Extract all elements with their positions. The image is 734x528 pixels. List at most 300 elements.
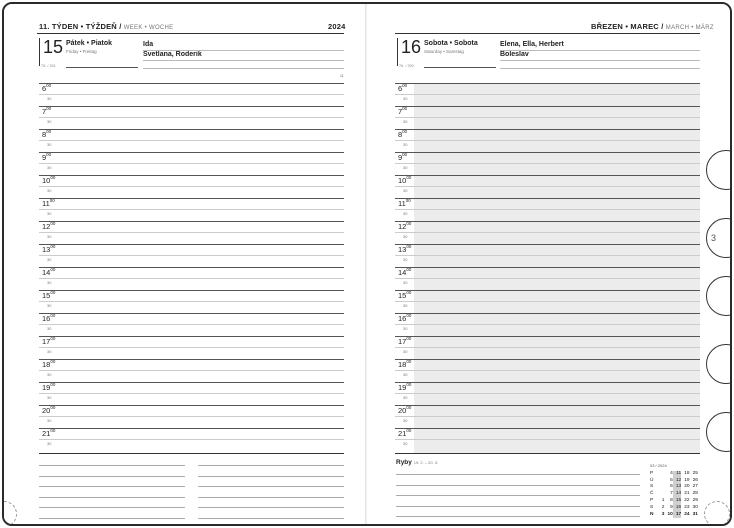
hour-number: 17 xyxy=(398,337,407,346)
hour-minutes: 00 xyxy=(46,106,52,111)
half-hour-rule xyxy=(39,232,344,233)
half-hour-label: 30 xyxy=(47,234,52,239)
hour-rule xyxy=(395,405,700,406)
hour-minutes: 00 xyxy=(402,106,408,111)
hour-number: 14 xyxy=(398,268,407,277)
hour-minutes: 00 xyxy=(50,428,56,433)
note-line xyxy=(198,518,344,519)
hour-minutes: 00 xyxy=(406,405,412,410)
day-block-rule xyxy=(39,38,40,66)
hour-label xyxy=(398,314,411,323)
hour-row[interactable] xyxy=(39,405,344,428)
note-line xyxy=(39,476,185,477)
note-line xyxy=(39,507,185,508)
hour-label xyxy=(42,268,55,277)
hour-number: 10 xyxy=(398,176,407,185)
hour-number: 7 xyxy=(398,107,403,116)
hour-row[interactable] xyxy=(395,198,700,221)
half-hour-label: 30 xyxy=(47,119,52,124)
calendar-day: 27 xyxy=(692,484,698,490)
hour-number: 7 xyxy=(42,107,47,116)
hour-number: 12 xyxy=(398,222,407,231)
note-line xyxy=(39,465,185,466)
calendar-day: 12 xyxy=(673,478,681,485)
half-hour-label: 30 xyxy=(403,372,408,377)
hour-rule xyxy=(39,152,344,153)
weekday-letter: S xyxy=(650,484,654,490)
half-hour-rule xyxy=(395,278,700,279)
calendar-day: 15 xyxy=(673,498,681,505)
hour-rule xyxy=(39,405,344,406)
hour-row[interactable] xyxy=(395,290,700,313)
hour-rule xyxy=(39,221,344,222)
hour-label xyxy=(42,84,51,93)
hour-rule xyxy=(39,83,344,84)
half-hour-label: 30 xyxy=(47,418,52,423)
hour-minutes: 00 xyxy=(402,152,408,157)
month-tab-current[interactable] xyxy=(706,218,732,258)
note-line xyxy=(396,485,640,486)
half-hour-label: 30 xyxy=(403,395,408,400)
hour-grid-right[interactable] xyxy=(395,83,700,451)
calendar-day xyxy=(656,471,664,478)
hour-row[interactable] xyxy=(39,244,344,267)
hour-row[interactable] xyxy=(39,290,344,313)
month-tab[interactable] xyxy=(706,276,732,316)
note-line xyxy=(396,506,640,507)
hour-rule xyxy=(39,244,344,245)
hour-number: 8 xyxy=(42,130,47,139)
hour-number: 9 xyxy=(42,153,47,162)
half-hour-rule xyxy=(395,393,700,394)
half-hour-label: 30 xyxy=(47,257,52,262)
hour-label xyxy=(398,153,407,162)
hour-number: 13 xyxy=(398,245,407,254)
hour-label xyxy=(398,84,407,93)
hour-rule xyxy=(39,198,344,199)
hour-minutes: 00 xyxy=(46,152,52,157)
day-block-rule xyxy=(397,38,398,66)
calendar-day: 4 xyxy=(670,470,673,476)
mini-calendar-row xyxy=(650,471,698,478)
hour-label xyxy=(42,383,55,392)
half-hour-label: 30 xyxy=(403,119,408,124)
half-hour-rule xyxy=(39,117,344,118)
name-day-list: Elena, Ella, Herbert Boleslav xyxy=(500,41,564,58)
corner-perforation xyxy=(2,501,17,526)
half-hour-label: 30 xyxy=(403,441,408,446)
hour-minutes: 00 xyxy=(406,244,412,249)
hour-number: 13 xyxy=(42,245,51,254)
hour-number: 11 xyxy=(42,199,50,208)
half-hour-label: 30 xyxy=(403,418,408,423)
day-index: 76. / 290 xyxy=(399,64,414,68)
hour-label xyxy=(398,360,411,369)
week-header: 11. TÝDEN • TÝŽDEŇ / WEEK • WOCHE xyxy=(39,22,174,31)
note-line xyxy=(198,507,344,508)
day-name-sub: Saturday • Samstag xyxy=(424,49,464,54)
half-hour-rule xyxy=(395,416,700,417)
hour-minutes: 00 xyxy=(50,359,56,364)
half-hour-label: 30 xyxy=(403,234,408,239)
hour-row[interactable] xyxy=(395,267,700,290)
hour-number: 6 xyxy=(398,84,403,93)
hour-label xyxy=(42,291,55,300)
hour-rule xyxy=(395,83,700,84)
hour-row[interactable] xyxy=(39,336,344,359)
weekday-letter: Č xyxy=(650,491,654,497)
calendar-day: 13 xyxy=(673,484,681,491)
calendar-day: 20 xyxy=(684,484,690,490)
hour-minutes: 00 xyxy=(46,129,52,134)
half-hour-rule xyxy=(395,163,700,164)
half-hour-rule xyxy=(39,370,344,371)
calendar-day: 1 xyxy=(661,497,665,503)
hour-row[interactable] xyxy=(39,382,344,405)
hour-row[interactable] xyxy=(39,152,344,175)
hour-rule xyxy=(395,152,700,153)
month-tab[interactable] xyxy=(706,412,732,452)
half-hour-label: 30 xyxy=(403,96,408,101)
half-hour-rule xyxy=(395,439,700,440)
hour-row[interactable] xyxy=(395,152,700,175)
hour-grid-left[interactable] xyxy=(39,83,344,451)
hour-rule xyxy=(395,129,700,130)
hour-row[interactable] xyxy=(39,359,344,382)
note-line xyxy=(198,486,344,487)
half-hour-rule xyxy=(39,347,344,348)
hour-label xyxy=(398,337,411,346)
calendar-day: 2 xyxy=(661,504,665,510)
half-hour-rule xyxy=(39,393,344,394)
hour-row[interactable] xyxy=(395,129,700,152)
calendar-day: 29 xyxy=(692,497,698,503)
hour-minutes: 00 xyxy=(406,175,412,180)
hour-label xyxy=(398,268,411,277)
hour-rule xyxy=(39,290,344,291)
calendar-day xyxy=(656,484,664,491)
half-hour-label: 30 xyxy=(403,257,408,262)
half-hour-label: 30 xyxy=(47,280,52,285)
half-hour-rule xyxy=(395,324,700,325)
hour-label xyxy=(42,429,55,438)
hour-number: 6 xyxy=(42,84,47,93)
hour-rule xyxy=(395,106,700,107)
hour-number: 19 xyxy=(398,383,407,392)
name-line xyxy=(500,60,700,61)
half-hour-label: 30 xyxy=(47,165,52,170)
half-hour-label: 30 xyxy=(47,372,52,377)
calendar-day: 9 xyxy=(670,504,673,510)
half-hour-label: 30 xyxy=(47,188,52,193)
half-hour-rule xyxy=(39,163,344,164)
calendar-day: 5 xyxy=(670,477,673,483)
left-page xyxy=(4,4,367,524)
half-hour-label: 30 xyxy=(403,211,408,216)
half-hour-rule xyxy=(395,209,700,210)
name-line xyxy=(143,60,344,61)
mini-calendar-row xyxy=(650,491,698,498)
hour-label xyxy=(42,222,55,231)
hour-number: 17 xyxy=(42,337,51,346)
hour-minutes: 00 xyxy=(406,267,412,272)
half-hour-label: 30 xyxy=(47,441,52,446)
hour-number: 12 xyxy=(42,222,51,231)
hour-minutes: 00 xyxy=(50,221,56,226)
month-tab[interactable] xyxy=(706,344,732,384)
half-hour-label: 30 xyxy=(403,142,408,147)
calendar-day: 26 xyxy=(692,477,698,483)
day-number: 15 xyxy=(43,37,64,57)
hour-minutes: 00 xyxy=(50,382,56,387)
hour-minutes: 00 xyxy=(50,405,56,410)
half-hour-rule xyxy=(395,94,700,95)
hour-rule xyxy=(395,359,700,360)
calendar-day: 31 xyxy=(692,511,698,517)
calendar-day: 3 xyxy=(661,511,665,517)
hour-row[interactable] xyxy=(39,267,344,290)
hour-label xyxy=(398,107,407,116)
half-hour-label: 30 xyxy=(403,165,408,170)
calendar-day: 24 xyxy=(684,511,690,517)
hour-rule xyxy=(395,313,700,314)
mini-calendar-grid xyxy=(650,471,698,519)
hour-row[interactable] xyxy=(395,336,700,359)
calendar-day: 25 xyxy=(692,470,698,476)
hour-number: 18 xyxy=(398,360,407,369)
hour-label xyxy=(42,153,51,162)
half-hour-label: 30 xyxy=(47,211,52,216)
half-hour-label: 30 xyxy=(403,280,408,285)
hour-label xyxy=(398,176,411,185)
hour-number: 14 xyxy=(42,268,51,277)
note-line xyxy=(39,518,185,519)
calendar-day: 16 xyxy=(673,505,681,512)
hour-number: 15 xyxy=(398,291,407,300)
hour-minutes: 00 xyxy=(50,313,56,318)
hour-label xyxy=(42,130,51,139)
calendar-day xyxy=(656,491,664,498)
day-underline xyxy=(66,67,138,68)
hour-row[interactable] xyxy=(39,83,344,106)
hour-row[interactable] xyxy=(39,198,344,221)
corner-perforation xyxy=(704,501,730,526)
hour-rule xyxy=(39,359,344,360)
hour-rule xyxy=(39,336,344,337)
hour-rule xyxy=(395,290,700,291)
weekday-letter: Ú xyxy=(650,477,654,483)
hour-minutes: 00 xyxy=(50,290,56,295)
hour-row[interactable] xyxy=(395,313,700,336)
header-rule xyxy=(37,33,344,34)
weekday-letter: N xyxy=(650,511,654,517)
hour-label xyxy=(398,199,411,208)
month-tab-number: 3 xyxy=(711,233,717,243)
calendar-day: 8 xyxy=(670,497,673,503)
weekday-letter: P xyxy=(650,497,654,503)
hour-rule xyxy=(395,198,700,199)
hours-end-rule xyxy=(39,453,344,454)
hour-number: 20 xyxy=(398,406,407,415)
half-hour-rule xyxy=(395,232,700,233)
hour-minutes: 00 xyxy=(46,83,52,88)
hours-end-rule xyxy=(395,453,700,454)
hour-row[interactable] xyxy=(39,221,344,244)
hour-minutes: 00 xyxy=(50,267,56,272)
half-hour-rule xyxy=(39,255,344,256)
hour-label xyxy=(42,360,55,369)
right-page xyxy=(367,4,730,524)
half-hour-label: 30 xyxy=(47,326,52,331)
hour-rule xyxy=(395,267,700,268)
hour-minutes: 00 xyxy=(406,221,412,226)
hour-label xyxy=(398,245,411,254)
hour-row[interactable] xyxy=(395,83,700,106)
month-header: BŘEZEN • MAREC / MARCH • MÄRZ xyxy=(591,22,714,31)
hour-rule xyxy=(395,382,700,383)
weekday-letter: P xyxy=(650,470,654,476)
half-hour-rule xyxy=(39,416,344,417)
day-index: 75. / 291 xyxy=(41,64,56,68)
hour-label xyxy=(42,176,55,185)
hour-label xyxy=(42,245,55,254)
half-hour-rule xyxy=(39,301,344,302)
hour-label xyxy=(42,406,55,415)
hour-rule xyxy=(395,221,700,222)
hour-row[interactable] xyxy=(395,405,700,428)
half-hour-label: 30 xyxy=(47,395,52,400)
hour-row[interactable] xyxy=(39,313,344,336)
half-hour-rule xyxy=(395,186,700,187)
name-day-list: Ida Svetlana, Roderik xyxy=(143,41,202,58)
calendar-day: 11 xyxy=(673,471,681,478)
hour-number: 15 xyxy=(42,291,51,300)
hour-label xyxy=(42,199,55,208)
hour-row[interactable] xyxy=(395,428,700,451)
hour-label xyxy=(42,314,55,323)
half-hour-rule xyxy=(395,117,700,118)
hour-minutes: 00 xyxy=(406,313,412,318)
hour-minutes: 00 xyxy=(49,198,55,203)
name-line xyxy=(500,50,700,51)
hour-label xyxy=(398,429,411,438)
hour-minutes: 00 xyxy=(406,428,412,433)
hour-rule xyxy=(39,175,344,176)
note-line xyxy=(396,474,640,475)
hour-row[interactable] xyxy=(395,175,700,198)
half-hour-rule xyxy=(39,140,344,141)
half-hour-rule xyxy=(395,347,700,348)
hour-row[interactable] xyxy=(395,359,700,382)
hour-minutes: 00 xyxy=(406,359,412,364)
hour-row[interactable] xyxy=(39,428,344,451)
half-hour-rule xyxy=(395,140,700,141)
day-name-sub: Friday • Freitag xyxy=(66,49,97,54)
day-name: Sobota • Sobota xyxy=(424,40,478,47)
header-rule xyxy=(395,33,700,34)
hour-minutes: 00 xyxy=(406,290,412,295)
hour-row[interactable] xyxy=(395,382,700,405)
name-line xyxy=(143,50,344,51)
calendar-day: 18 xyxy=(684,470,690,476)
half-hour-label: 30 xyxy=(47,142,52,147)
hour-rule xyxy=(39,129,344,130)
mini-calendar-row xyxy=(650,484,698,491)
zodiac-label: Ryby 19. 2. – 20. 3. xyxy=(396,459,439,466)
hour-row[interactable] xyxy=(39,106,344,129)
weekday-letter: S xyxy=(650,504,654,510)
hour-number: 20 xyxy=(42,406,51,415)
hour-number: 9 xyxy=(398,153,403,162)
half-hour-label: 30 xyxy=(403,349,408,354)
hour-number: 19 xyxy=(42,383,51,392)
half-hour-label: 30 xyxy=(47,303,52,308)
hour-rule xyxy=(39,428,344,429)
hour-label xyxy=(398,383,411,392)
mini-calendar-row xyxy=(650,498,698,505)
name-line xyxy=(500,68,700,69)
hour-rule xyxy=(39,313,344,314)
note-line xyxy=(39,486,185,487)
month-tab[interactable] xyxy=(706,150,732,190)
calendar-day: 30 xyxy=(692,504,698,510)
calendar-day: 10 xyxy=(667,511,673,517)
hour-rule xyxy=(395,244,700,245)
hour-number: 16 xyxy=(42,314,51,323)
hour-row[interactable] xyxy=(39,129,344,152)
calendar-day: 6 xyxy=(670,484,673,490)
hour-row[interactable] xyxy=(39,175,344,198)
hour-number: 16 xyxy=(398,314,407,323)
half-hour-rule xyxy=(395,255,700,256)
half-hour-rule xyxy=(39,94,344,95)
note-line xyxy=(198,465,344,466)
hour-rule xyxy=(39,106,344,107)
calendar-day: 22 xyxy=(684,497,690,503)
planner-spread xyxy=(2,2,732,526)
calendar-day: 14 xyxy=(673,491,681,498)
hour-label xyxy=(398,406,411,415)
calendar-day: 23 xyxy=(684,504,690,510)
hour-row[interactable] xyxy=(395,244,700,267)
hour-minutes: 00 xyxy=(405,198,411,203)
hour-rule xyxy=(395,336,700,337)
hour-rule xyxy=(395,175,700,176)
note-line xyxy=(39,497,185,498)
year-label: 2024 xyxy=(328,22,346,31)
hour-number: 8 xyxy=(398,130,403,139)
hour-minutes: 00 xyxy=(402,83,408,88)
day-name: Pátek • Piatok xyxy=(66,40,113,47)
half-hour-rule xyxy=(39,186,344,187)
name-line xyxy=(143,68,344,69)
mini-calendar-row xyxy=(650,512,698,519)
hour-row[interactable] xyxy=(395,106,700,129)
note-line xyxy=(396,495,640,496)
hour-number: 10 xyxy=(42,176,51,185)
hour-label xyxy=(42,107,51,116)
hour-label xyxy=(398,222,411,231)
hour-number: 21 xyxy=(42,429,51,438)
half-hour-label: 30 xyxy=(47,96,52,101)
mini-calendar-row xyxy=(650,505,698,512)
hour-minutes: 00 xyxy=(406,336,412,341)
day-underline xyxy=(424,67,496,68)
hour-minutes: 00 xyxy=(402,129,408,134)
half-hour-rule xyxy=(39,324,344,325)
calendar-day: 7 xyxy=(670,491,673,497)
hour-row[interactable] xyxy=(395,221,700,244)
